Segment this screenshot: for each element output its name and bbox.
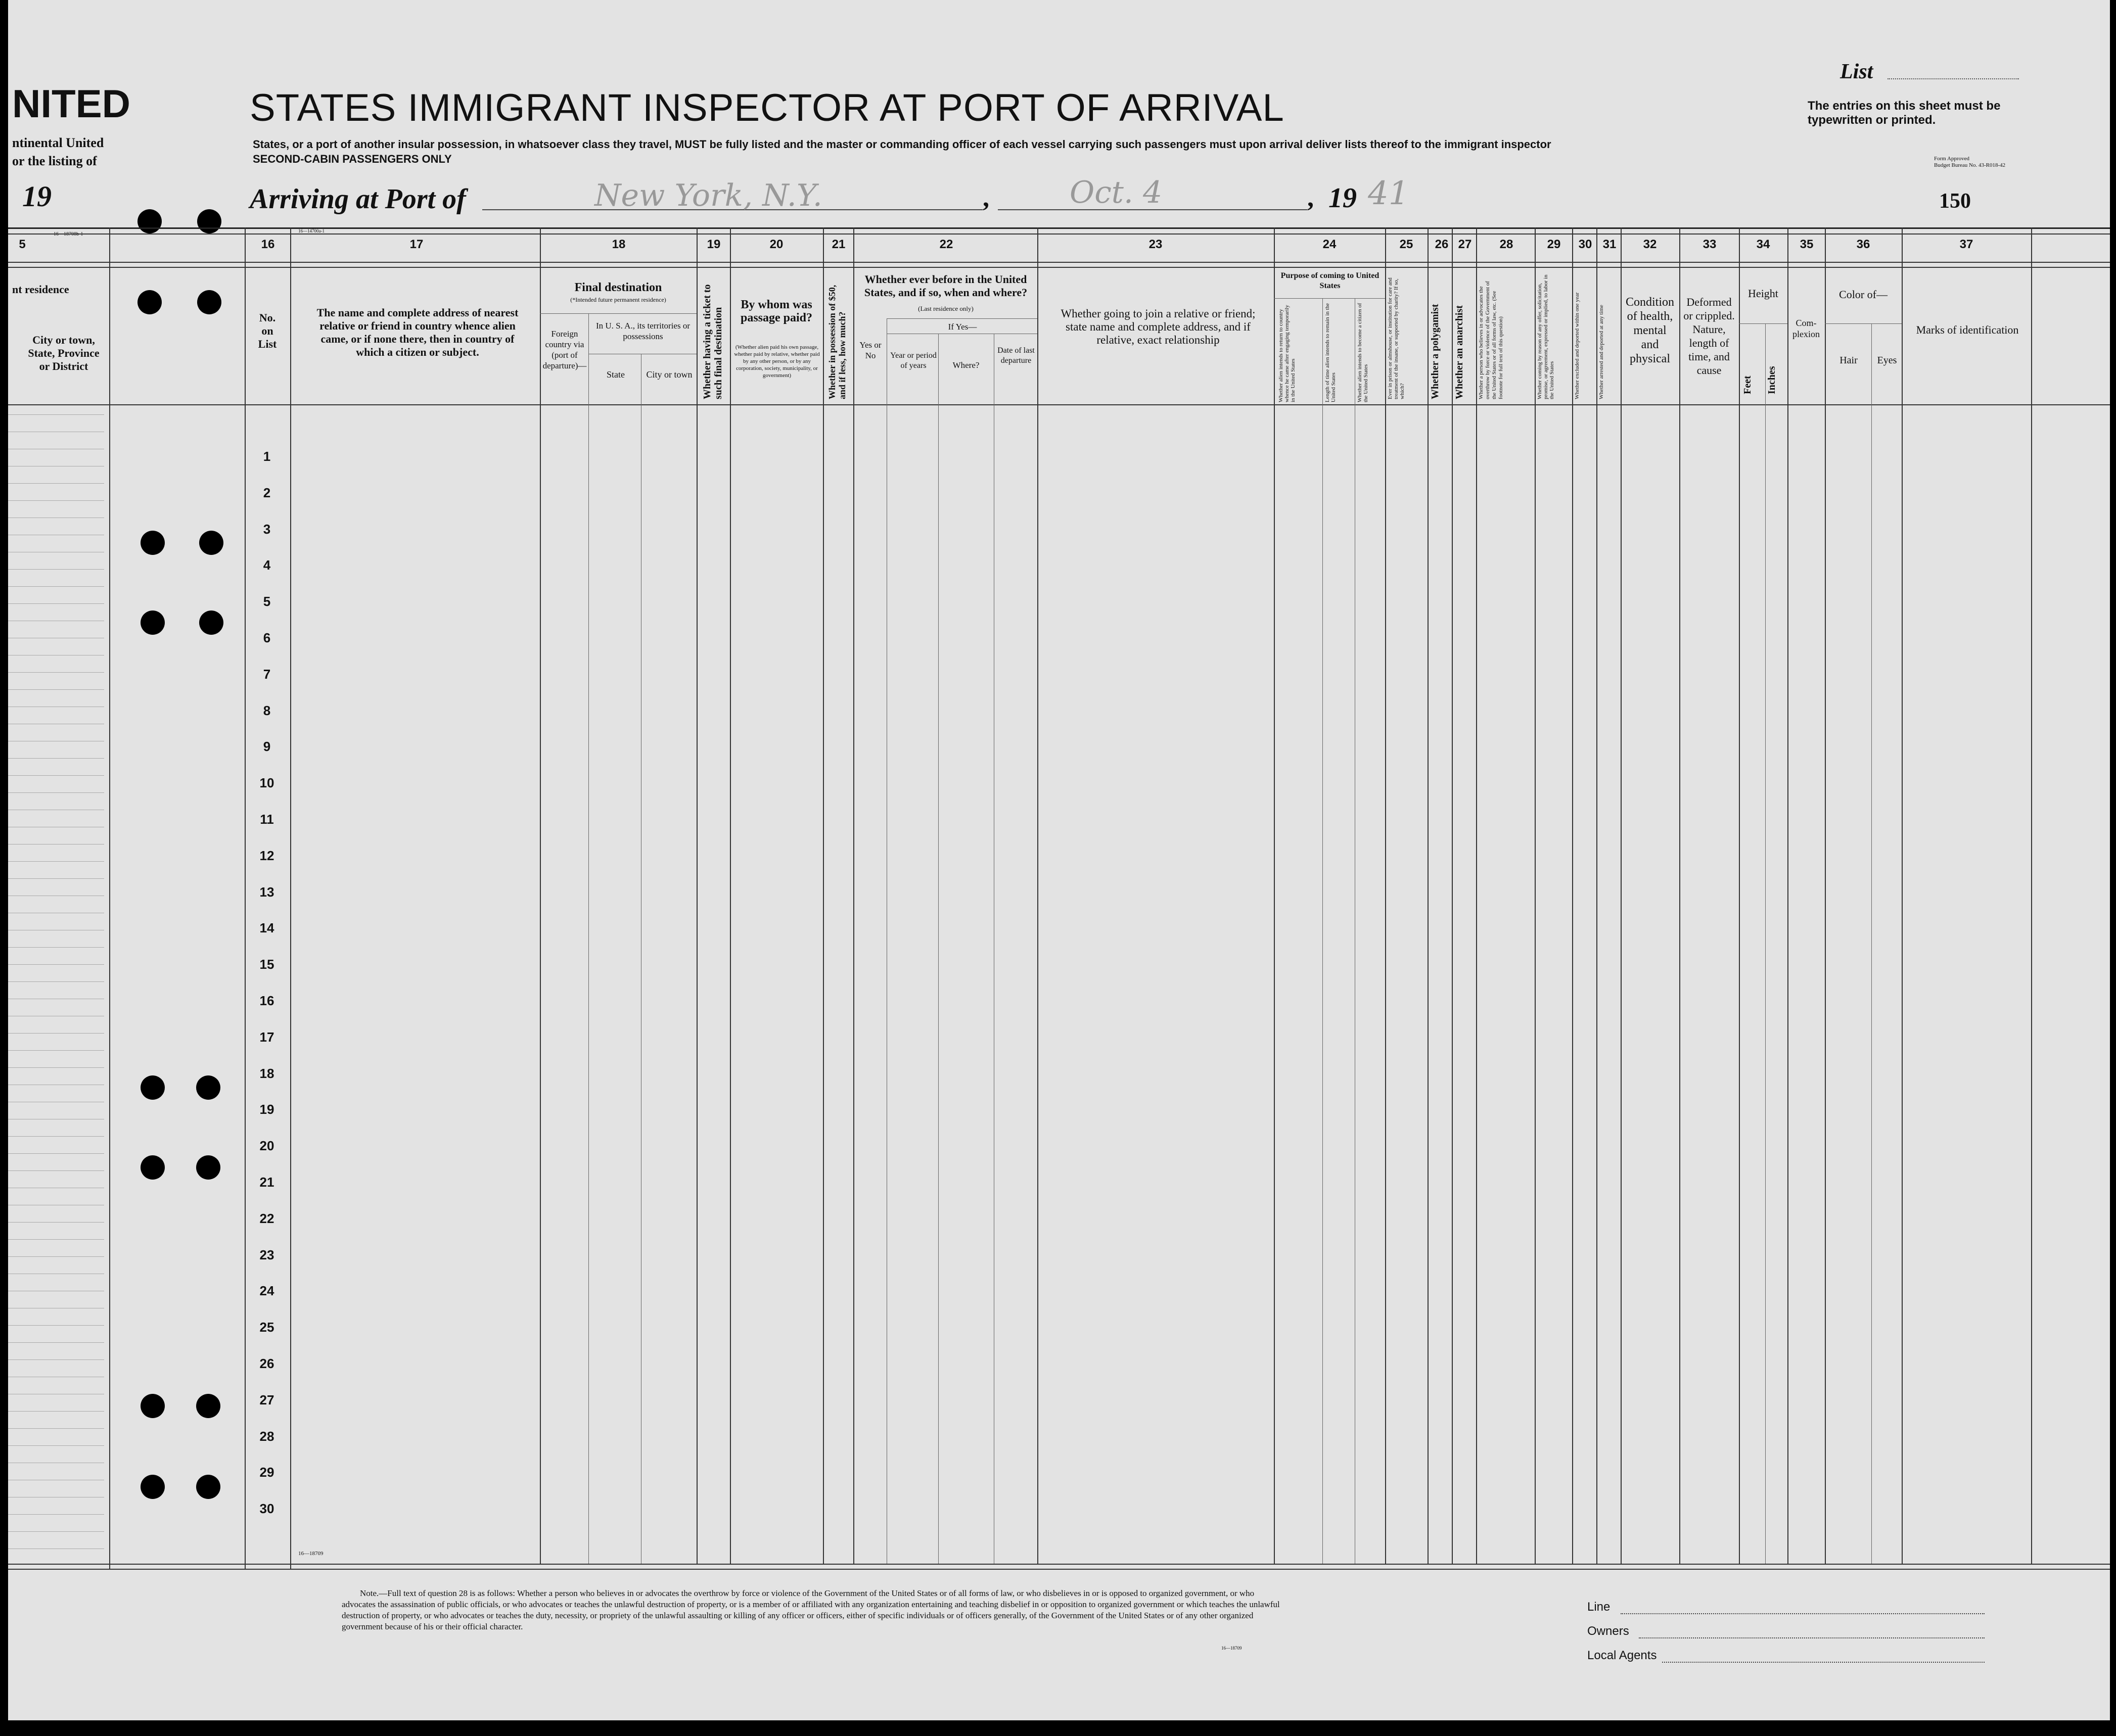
row-number: 5 — [263, 594, 271, 609]
col37-header: Marks of identification — [1916, 323, 2019, 336]
col-divider — [1037, 227, 1038, 1564]
row-number: 4 — [263, 557, 271, 573]
sub-col-rule — [1739, 323, 1787, 324]
row-number: 27 — [259, 1392, 274, 1407]
row-number: 23 — [259, 1247, 274, 1262]
row-number: 15 — [259, 957, 274, 972]
row-number: 21 — [259, 1175, 274, 1190]
col18-sub: (*Intended future permanent residence) — [570, 296, 666, 303]
ruled-line — [8, 1428, 104, 1429]
col-num-23: 23 — [1148, 238, 1163, 251]
col-num-21: 21 — [832, 238, 846, 251]
row-number: 8 — [263, 702, 271, 718]
col18-usa: In U. S. A., its territories or possessions — [595, 321, 691, 341]
ruled-line — [8, 586, 104, 587]
col-divider — [1428, 227, 1429, 1564]
col-divider — [1787, 227, 1788, 1564]
small-code: 16—14700a-1 — [298, 228, 325, 233]
owners-field[interactable] — [1639, 1637, 1985, 1638]
col24-header: Purpose of coming to United States — [1280, 271, 1379, 290]
col-num-16: 16 — [261, 238, 275, 251]
binding-hole — [196, 1475, 220, 1499]
left-fragment-line2: or the listing of — [12, 154, 97, 168]
col26-header: Whether a polygamist — [1430, 304, 1441, 399]
sub-col-divider — [1322, 298, 1323, 1564]
col-num-26: 26 — [1435, 238, 1449, 251]
ruled-line — [8, 603, 104, 604]
col-divider — [290, 227, 291, 1569]
row-number: 26 — [259, 1356, 274, 1371]
binding-hole — [196, 1394, 220, 1418]
ruled-line — [8, 981, 104, 982]
col30-header: Whether excluded and deported within one year — [1574, 292, 1580, 399]
col-num-35: 35 — [1800, 238, 1814, 251]
col-num-36: 36 — [1856, 238, 1870, 251]
row-number: 2 — [263, 485, 271, 500]
col18-header: Final destination — [574, 281, 662, 294]
col-num-28: 28 — [1499, 238, 1513, 251]
col-num-22: 22 — [939, 238, 953, 251]
year-prefix: 19 — [1328, 182, 1357, 214]
left-fragment-title: NITED — [12, 81, 130, 126]
col28-header: Whether a person who believes in or advocates the overthrow by force or violence of the Government of the United States or of all forms of law, etc. (See footnote for full text of this question) — [1478, 281, 1504, 399]
col34-inches: Inches — [1766, 366, 1777, 394]
col-divider — [1679, 227, 1680, 1564]
col-divider — [109, 227, 110, 1569]
col22-date: Date of last departure — [997, 346, 1035, 365]
col-divider — [697, 227, 698, 1564]
row-number: 17 — [259, 1029, 274, 1045]
footnote-text: Note.—Full text of question 28 is as follows: Whether a person who believes in or advocates the overthrow by force or violence of the Government of the United States or of all forms of law, or who disbelieves in or is opposed to organized government, or who advocates the assassination of public officials, or who advocates or teaches the unlawful destruction of property, or is a member of or affiliated with any organization entertaining and teaching disbelief in or opposition to organized government or which teaches the unlawful destruction of property, or who advocates or teaches the duty, necessity, or propriety of the unlawful assaulting or killing of any officer or officers, either of specific individuals or of officers generally, of the Government of the United States or of any other organized government because of his or their official character. — [342, 1588, 1280, 1631]
col18-foreign: Foreign country via (port of departure)— — [542, 329, 587, 370]
col22-years: Year or period of years — [890, 351, 937, 370]
header-bottom-rule — [8, 404, 2110, 405]
row-number: 28 — [259, 1428, 274, 1444]
agents-label: Local Agents — [1587, 1649, 1657, 1662]
grid-bottom-rule — [8, 1564, 2110, 1565]
col36-eyes: Eyes — [1877, 355, 1897, 366]
row-number: 9 — [263, 739, 271, 755]
row-number: 30 — [259, 1501, 274, 1517]
row-number: 13 — [259, 884, 274, 900]
col19-header: Whether having a ticket to such final destination — [702, 284, 724, 399]
ruled-line — [8, 775, 104, 776]
row-number: 1 — [263, 449, 271, 464]
ruled-line — [8, 483, 104, 484]
binding-hole — [197, 209, 221, 233]
col27-header: Whether an anarchist — [1454, 305, 1465, 399]
port-comma: , — [983, 183, 989, 212]
col22-yes-no: Yes or No — [859, 340, 882, 360]
binding-hole — [137, 290, 162, 314]
col32-header: Condition of health, mental and physical — [1625, 296, 1674, 365]
col21-header: Whether in possession of $50, and if less, how much? — [827, 285, 847, 399]
binding-hole — [141, 531, 165, 555]
col-divider — [1385, 227, 1386, 1564]
line-field[interactable] — [1621, 1613, 1985, 1614]
row-number: 25 — [259, 1320, 274, 1335]
col17-header: The name and complete address of nearest relative or friend in country whence alien came, or if none there, then in country of which a citizen or subject. — [316, 306, 519, 358]
col20-sub: (Whether alien paid his own passage, whether paid by relative, whether paid by any other person, or by any corporation, society, municipality, or government) — [734, 344, 820, 379]
ruled-line — [8, 1411, 104, 1412]
ruled-line — [8, 1359, 104, 1360]
ruled-line — [8, 1136, 104, 1137]
page-subtitle: States, or a port of another insular possession, in whatsoever class they travel, MUST be fully listed and the master or commanding officer of each vessel carrying such passengers must upon arrival deliver lists thereof to the immigrant inspector — [253, 138, 1551, 151]
row-number: 6 — [263, 630, 271, 645]
col-num-17: 17 — [409, 238, 424, 251]
grid-top-rule-2 — [8, 233, 2110, 234]
col23-header: Whether going to join a relative or friend; state name and complete address, and if relative, exact relationship — [1061, 307, 1256, 346]
ruled-line — [8, 1239, 104, 1240]
col-divider — [1596, 227, 1597, 1564]
col-num-20: 20 — [769, 238, 784, 251]
col-num-37: 37 — [1959, 238, 1973, 251]
row-number: 14 — [259, 920, 274, 936]
row-number: 7 — [263, 666, 271, 682]
ruled-line — [8, 1067, 104, 1068]
binding-hole — [196, 1075, 220, 1100]
ruled-line — [8, 1222, 104, 1223]
col18-state: State — [607, 369, 625, 380]
list-number-line[interactable] — [1888, 78, 2019, 79]
page-title: STATES IMMIGRANT INSPECTOR AT PORT OF ARRIVAL — [250, 86, 1284, 129]
ruled-line — [8, 689, 104, 690]
ruled-line — [8, 947, 104, 948]
ruled-line — [8, 964, 104, 965]
column-number-rule-2 — [8, 267, 2110, 268]
sheet-number: 150 — [1939, 190, 1971, 213]
row-number: 10 — [259, 775, 274, 791]
col-divider — [1452, 227, 1453, 1564]
col-divider — [1274, 227, 1275, 1564]
manifest-sheet — [8, 0, 2110, 1720]
column-number-rule — [8, 262, 2110, 263]
col34-feet: Feet — [1742, 376, 1753, 394]
ruled-line — [8, 672, 104, 673]
footnote-code: 16—18709 — [1221, 1646, 1242, 1651]
col-num-29: 29 — [1547, 238, 1561, 251]
col-divider — [1476, 227, 1477, 1564]
ruled-line — [8, 758, 104, 759]
col-divider — [2031, 227, 2032, 1564]
sub-col-divider — [588, 313, 589, 1564]
col22-where: Where? — [952, 360, 980, 370]
col24-length: Length of time alien intends to remain in the United States — [1324, 303, 1337, 402]
row-number: 29 — [259, 1465, 274, 1480]
col34-header: Height — [1748, 287, 1778, 300]
ruled-line — [8, 861, 104, 862]
entries-note: The entries on this sheet must be typewritten or printed. — [1808, 99, 2001, 127]
col36-hair: Hair — [1839, 355, 1858, 366]
sub-col-rule — [1274, 298, 1385, 299]
grid-bottom-rule-2 — [8, 1569, 2110, 1570]
col-divider — [823, 227, 824, 1564]
sub-col-rule — [887, 318, 1037, 319]
left-fragment-line1: ntinental United — [12, 135, 104, 150]
ruled-line — [8, 569, 104, 570]
col-divider — [853, 227, 854, 1564]
col-divider — [730, 227, 731, 1564]
ruled-line — [8, 792, 104, 793]
binding-hole — [197, 290, 221, 314]
binding-hole — [196, 1155, 220, 1180]
date-comma: , — [1307, 183, 1314, 212]
col35-header: Com- plexion — [1792, 318, 1820, 339]
col-num-27: 27 — [1458, 238, 1472, 251]
ruled-line — [8, 1153, 104, 1154]
ruled-line — [8, 414, 104, 415]
left-fragment-residence: nt residence — [12, 283, 69, 296]
left-fragment-code: 16—18708b-1 — [54, 231, 83, 237]
row-number: 20 — [259, 1138, 274, 1154]
binding-hole — [137, 209, 162, 233]
sub-col-rule — [1825, 323, 1902, 324]
col-num-31: 31 — [1602, 238, 1617, 251]
ruled-line — [8, 1342, 104, 1343]
col-num-32: 32 — [1643, 238, 1657, 251]
col25-header: Ever in prison or almshouse, or institution for care and treatment of the insane, or supported by charity? If so, which? — [1387, 277, 1405, 399]
col-divider — [245, 227, 246, 1569]
col-divider — [1572, 227, 1573, 1564]
row-number: 16 — [259, 993, 274, 1008]
owners-label: Owners — [1587, 1624, 1629, 1638]
left-fragment-col-num: 5 — [19, 238, 26, 251]
binding-hole — [141, 611, 165, 635]
arriving-label: Arriving at Port of — [250, 183, 466, 215]
col-divider — [1535, 227, 1536, 1564]
grid-bottom-code: 16—18709 — [298, 1551, 324, 1557]
col-num-19: 19 — [707, 238, 721, 251]
year-value[interactable]: 41 — [1368, 175, 1409, 212]
ruled-line — [8, 1033, 104, 1034]
binding-hole — [199, 611, 223, 635]
sub-col-divider — [1871, 323, 1872, 1564]
class-line: SECOND-CABIN PASSENGERS ONLY — [253, 153, 452, 165]
col-num-18: 18 — [612, 238, 626, 251]
col20-header: By whom was passage paid? — [740, 298, 813, 324]
col18-city: City or town — [646, 369, 693, 380]
col-divider — [1825, 227, 1826, 1564]
ruled-line — [8, 1050, 104, 1051]
col-num-33: 33 — [1703, 238, 1717, 251]
ruled-line — [8, 1256, 104, 1257]
col29-header: Whether coming by reason of any offer, solicitation, promise, or agreement, expressed or implied, to labor in the United States — [1537, 274, 1555, 399]
form-approved: Form Approved Budget Bureau No. 43-R018-42 — [1934, 156, 2006, 168]
row-number: 22 — [259, 1210, 274, 1226]
row-number: 18 — [259, 1065, 274, 1081]
port-value[interactable]: New York, N.Y. — [594, 178, 822, 213]
row-number: 12 — [259, 848, 274, 863]
col-num-30: 30 — [1578, 238, 1592, 251]
binding-hole — [141, 1075, 165, 1100]
col-num-24: 24 — [1322, 238, 1337, 251]
col31-header: Whether arrested and deported at any time — [1598, 305, 1604, 399]
col-num-25: 25 — [1399, 238, 1413, 251]
row-number: 19 — [259, 1102, 274, 1117]
col36-header: Color of— — [1839, 288, 1888, 301]
left-fragment-city: City or town, State, Province or District — [28, 334, 100, 372]
ruled-line — [8, 1170, 104, 1171]
row-number: 24 — [259, 1283, 274, 1299]
col-divider — [1621, 227, 1622, 1564]
col-divider — [540, 227, 541, 1564]
list-label: List — [1840, 60, 1873, 83]
col-divider — [1902, 227, 1903, 1564]
col-divider — [1739, 227, 1740, 1564]
row-number: 11 — [260, 812, 274, 827]
ruled-line — [8, 500, 104, 501]
ruled-line — [8, 1325, 104, 1326]
binding-hole — [141, 1155, 165, 1180]
binding-hole — [141, 1475, 165, 1499]
col24-citizen: Whether alien intends to become a citizen of the United States — [1357, 303, 1369, 402]
col33-header: Deformed or crippled. Nature, length of time, and cause — [1683, 296, 1735, 377]
col22-if-yes: If Yes— — [948, 322, 977, 332]
ruled-line — [8, 1531, 104, 1532]
ruled-line — [8, 878, 104, 879]
col16-header: No. on List — [258, 311, 277, 350]
col24-return: Whether alien intends to return to country whence he came after engaging temporarily in the United States — [1278, 305, 1296, 402]
sub-col-divider — [938, 334, 939, 1564]
ruled-line — [8, 1445, 104, 1446]
row-number: 3 — [263, 521, 271, 537]
left-fragment-year: 19 — [22, 180, 52, 213]
line-label: Line — [1587, 1600, 1611, 1614]
binding-hole — [141, 1394, 165, 1418]
col22-sub: (Last residence only) — [918, 305, 974, 312]
binding-hole — [199, 531, 223, 555]
ruled-line — [8, 1514, 104, 1515]
sub-col-rule — [540, 313, 697, 314]
date-value[interactable]: Oct. 4 — [1070, 175, 1163, 210]
col22-header: Whether ever before in the United States, and if so, when and where? — [864, 273, 1028, 299]
col-num-34: 34 — [1756, 238, 1770, 251]
sub-col-divider — [1765, 323, 1766, 1564]
agents-field[interactable] — [1662, 1662, 1985, 1663]
